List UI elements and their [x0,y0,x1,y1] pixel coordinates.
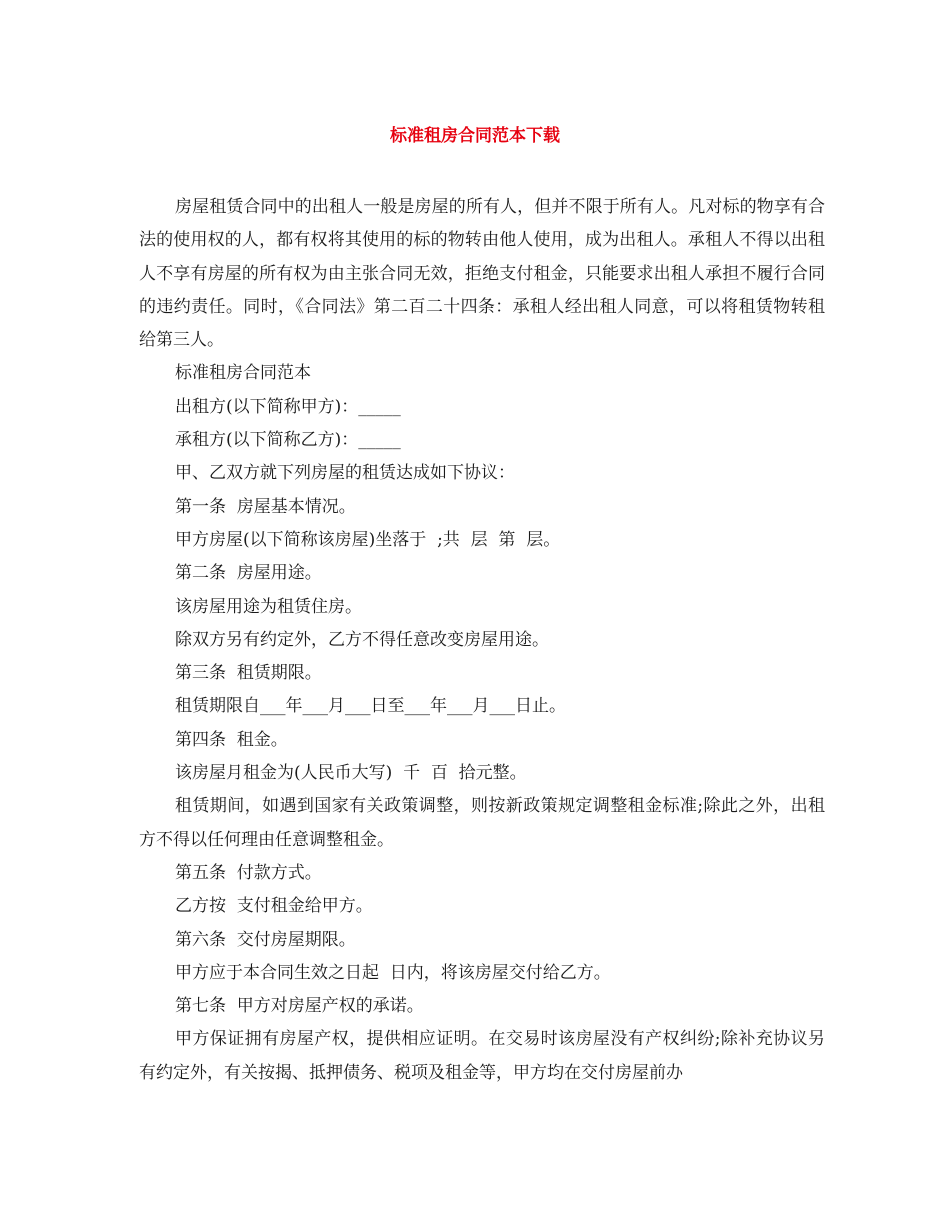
paragraph-lessee: 承租方(以下简称乙方)：_____ [175,430,401,451]
paragraph-article-2-body-1: 该房屋用途为租赁住房。 [175,596,362,617]
paragraph-article-4-title: 第四条 租金。 [175,729,288,750]
paragraph-contract-heading: 标准租房合同范本 [175,363,311,384]
paragraph-article-4-body-2: 租赁期间，如遇到国家有关政策调整，则按新政策规定调整租金标准;除此之外，出租方不得以任何理由任意调整租金。 [139,796,825,850]
paragraph-article-5-body: 乙方按 支付租金给甲方。 [175,896,373,917]
paragraph-article-3-title: 第三条 租赁期限。 [175,663,322,684]
paragraph-article-5-title: 第五条 付款方式。 [175,862,322,883]
document-body [139,191,825,1090]
paragraph-article-4-body-1: 该房屋月租金为(人民币大写) 千 百 拾元整。 [175,763,527,784]
paragraph-article-2-title: 第二条 房屋用途。 [175,563,322,584]
paragraph-lessor: 出租方(以下简称甲方)：_____ [175,396,401,417]
paragraph-article-6-title: 第六条 交付房屋期限。 [175,929,356,950]
paragraph-article-2-body-2: 除双方另有约定外，乙方不得任意改变房屋用途。 [175,629,549,650]
paragraph-article-1-body: 甲方房屋(以下简称该房屋)坐落于 ;共 层 第 层。 [175,529,561,550]
paragraph-agreement: 甲、乙双方就下列房屋的租赁达成如下协议： [175,463,515,484]
paragraph-intro: 房屋租赁合同中的出租人一般是房屋的所有人，但并不限于所有人。凡对标的物享有合法的使用权的人，都有权将其使用的标的物转由他人使用，成为出租人。承租人不得以出租人不享有房屋的所有权为由主张合同无效，拒绝支付租金，只能要求出租人承担不履行合同的违约责任。同时，《合同法》第二百二十四条：承租人经出租人同意，可以将租赁物转租给第三人。 [139,197,825,351]
paragraph-article-7-body: 甲方保证拥有房屋产权，提供相应证明。在交易时该房屋没有产权纠纷;除补充协议另有约定外，有关按揭、抵押债务、税项及租金等，甲方均在交付房屋前办 [139,1029,825,1083]
paragraph-article-3-body: 租赁期限自___年___月___日至___年___月___日止。 [175,696,566,717]
document-title: 标准租房合同范本下载 [390,126,560,146]
paragraph-article-6-body: 甲方应于本合同生效之日起 日内，将该房屋交付给乙方。 [175,962,611,983]
paragraph-article-7-title: 第七条 甲方对房屋产权的承诺。 [175,996,424,1017]
paragraph-article-1-title: 第一条 房屋基本情况。 [175,496,356,517]
